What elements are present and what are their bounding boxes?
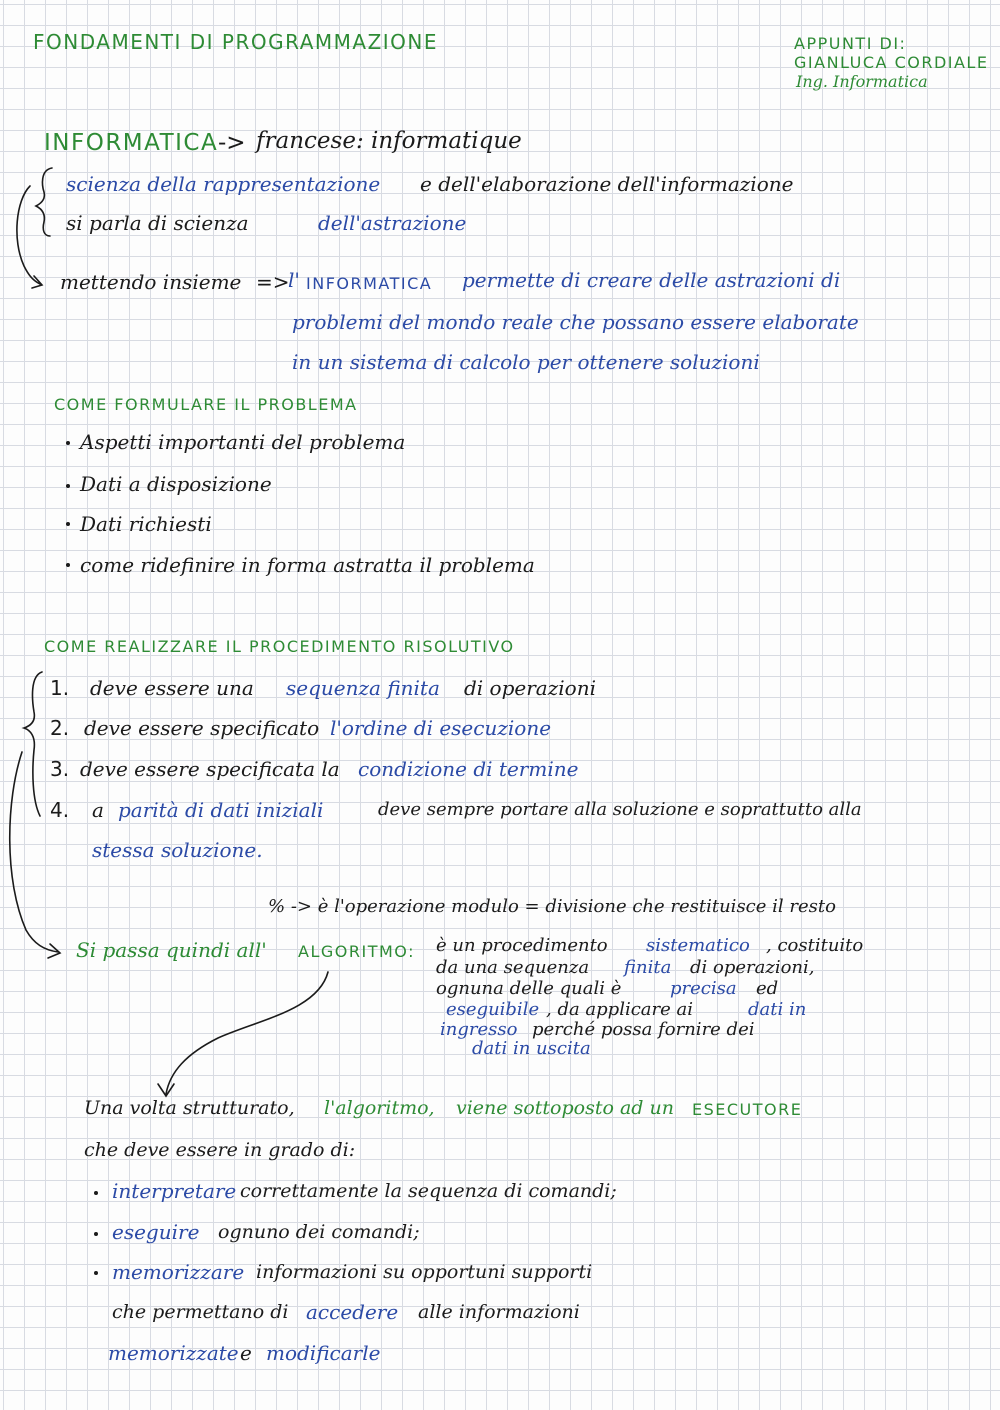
together-text-3: in un sistema di calcolo per ottenere soluzioni	[292, 350, 760, 374]
together-arrow: =>	[256, 270, 290, 294]
procedimento-num-3: 3.	[50, 757, 70, 781]
definition-1-b: e dell'elaborazione dell'informazione	[420, 172, 794, 196]
esecutore-bullet-2-b: ognuno dei comandi;	[218, 1221, 420, 1243]
together-term: INFORMATICA	[306, 274, 433, 293]
esecutore-bullet-3-l3-a: memorizzate	[108, 1341, 239, 1365]
informatica-arrow: ->	[218, 130, 246, 156]
algoritmo-lead: Si passa quindi all'	[76, 938, 267, 962]
esecutore-bullet-3-l3-c: modificarle	[266, 1341, 381, 1365]
procedimento-item-1-a: deve essere una	[90, 676, 254, 700]
esecutore-line1-a: Una volta strutturato,	[84, 1097, 295, 1119]
together-text-2: problemi del mondo reale che possano essere elaborate	[292, 310, 859, 334]
esecutore-line2: che deve essere in grado di:	[84, 1139, 356, 1161]
curved-arrow-esecutore	[166, 972, 328, 1094]
informatica-term: INFORMATICA	[44, 130, 219, 156]
algoritmo-def-1-c: , costituito	[766, 935, 864, 956]
procedimento-item-2-b: l'ordine di esecuzione	[330, 716, 552, 740]
brace-definitions	[36, 168, 52, 236]
algoritmo-def-2-b: finita	[624, 957, 672, 978]
esecutore-bullet-3-l2-c: alle informazioni	[418, 1301, 580, 1323]
esecutore-bullet-3-a: memorizzare	[112, 1260, 245, 1284]
formulare-item-4: come ridefinire in forma astratta il problema	[80, 553, 535, 577]
definition-2-b: dell'astrazione	[318, 211, 467, 235]
together-label: mettendo insieme	[60, 270, 242, 294]
together-apostrophe: l'	[288, 268, 300, 292]
modulo-note: % -> è l'operazione modulo = divisione che restituisce il resto	[268, 896, 836, 917]
bracket-arrow-informatica	[17, 186, 40, 284]
esecutore-bullet-3-l2-a: che permettano di	[112, 1301, 289, 1323]
algoritmo-def-4-b: , da applicare ai	[546, 999, 693, 1020]
esecutore-line1-b: l'algoritmo,	[324, 1097, 435, 1119]
definition-2-a: si parla di scienza	[66, 211, 249, 235]
formulare-item-1: Aspetti importanti del problema	[80, 430, 406, 454]
esecutore-bullet-3-l2-b: accedere	[306, 1300, 399, 1324]
esecutore-bullet-3-l3-b: e	[240, 1341, 252, 1365]
esecutore-bullet-1-a: interpretare	[112, 1179, 237, 1203]
procedimento-num-4: 4.	[50, 798, 70, 822]
procedimento-heading: COME REALIZZARE IL PROCEDIMENTO RISOLUTIVO	[44, 637, 515, 656]
definition-1-a: scienza della rappresentazione	[66, 172, 381, 196]
procedimento-item-1-c: di operazioni	[464, 676, 596, 700]
informatica-french: francese: informatique	[256, 128, 522, 154]
brace-procedimento	[24, 672, 42, 816]
author-name: GIANLUCA CORDIALE	[794, 53, 989, 72]
formulare-item-3: Dati richiesti	[80, 512, 212, 536]
algoritmo-def-5-b: perché possa fornire dei	[532, 1019, 755, 1040]
procedimento-item-3-a: deve essere specificata la	[80, 757, 340, 781]
procedimento-item-4-b: parità di dati iniziali	[118, 798, 324, 822]
algoritmo-def-5-a: ingresso	[440, 1019, 518, 1040]
algoritmo-def-3-c: ed	[756, 978, 779, 999]
formulare-heading: COME FORMULARE IL PROBLEMA	[54, 395, 358, 414]
formulare-item-2: Dati a disposizione	[80, 472, 272, 496]
algoritmo-def-6: dati in uscita	[472, 1038, 591, 1059]
algoritmo-def-2-c: di operazioni,	[690, 957, 815, 978]
procedimento-item-3-b: condizione di termine	[358, 757, 579, 781]
algoritmo-def-4-c: dati in	[748, 999, 807, 1020]
esecutore-term: ESECUTORE	[692, 1100, 803, 1119]
procedimento-item-4-a: a	[92, 798, 104, 822]
procedimento-num-1: 1.	[50, 676, 70, 700]
together-text-1: permette di creare delle astrazioni di	[462, 268, 841, 292]
algoritmo-def-2-a: da una sequenza	[436, 957, 590, 978]
esecutore-bullet-2-a: eseguire	[112, 1220, 200, 1244]
procedimento-item-4-line2: stessa soluzione.	[92, 838, 263, 862]
algoritmo-def-4-a: eseguibile	[446, 999, 540, 1020]
author-course: Ing. Informatica	[796, 72, 928, 91]
procedimento-item-1-b: sequenza finita	[286, 676, 440, 700]
esecutore-line1-c: viene sottoposto ad un	[456, 1097, 674, 1119]
esecutore-bullet-3-b: informazioni su opportuni supporti	[256, 1261, 593, 1283]
algoritmo-def-1-a: è un procedimento	[436, 935, 608, 956]
algoritmo-def-3-a: ognuna delle quali è	[436, 978, 622, 999]
algoritmo-def-3-b: precisa	[670, 978, 737, 999]
algoritmo-term: ALGORITMO:	[298, 942, 415, 961]
esecutore-bullet-1-b: correttamente la sequenza di comandi;	[240, 1180, 617, 1202]
author-label: APPUNTI DI:	[794, 34, 907, 53]
page-title: FONDAMENTI DI PROGRAMMAZIONE	[33, 30, 439, 54]
procedimento-item-2-a: deve essere specificato	[84, 716, 320, 740]
algoritmo-def-1-b: sistematico	[646, 935, 750, 956]
procedimento-num-2: 2.	[50, 716, 70, 740]
procedimento-item-4-c: deve sempre portare alla soluzione e soprattutto alla	[378, 799, 862, 820]
